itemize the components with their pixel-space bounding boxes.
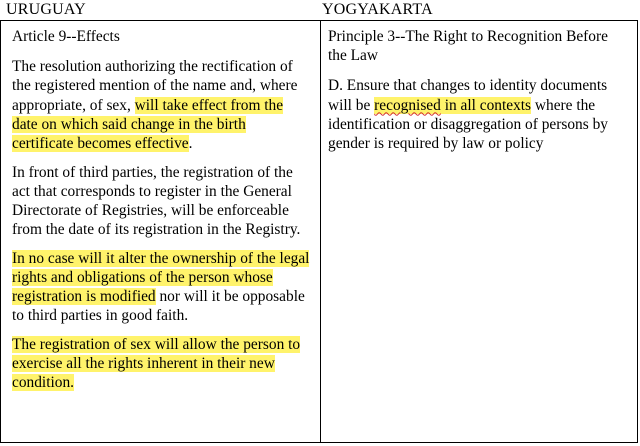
- uruguay-article-title: Article 9--Effects: [12, 28, 120, 45]
- uruguay-p4-highlight: The registration of sex will allow the person to exercise all the rights inherent in their new condition.: [12, 336, 301, 392]
- yogyakarta-paragraph-d: [328, 76, 628, 153]
- yogyakarta-pd-text: D. Ensure that changes to identity documents will be: [328, 77, 608, 114]
- uruguay-paragraph-3: [12, 249, 310, 326]
- uruguay-paragraph-2: In front of third parties, the registration of the act that corresponds to register in the General Directorate of Registries, will be enforceable from the date of its registration in the Registry.: [12, 163, 301, 239]
- yogyakarta-pd-highlight-rest: in all contexts: [440, 96, 532, 114]
- column-divider: [320, 20, 321, 443]
- uruguay-paragraph-1: [12, 57, 310, 153]
- yogyakarta-principle-title: Principle 3--The Right to Recognition Before the Law: [328, 28, 608, 65]
- uruguay-p1-end: .: [188, 135, 193, 153]
- spellcheck-underline: recognised: [374, 96, 441, 114]
- uruguay-p3-text: nor will it be opposable to third parties in good faith.: [12, 288, 305, 325]
- column-header-yogyakarta: YOGYAKARTA: [322, 1, 433, 18]
- uruguay-cell: [12, 27, 310, 402]
- uruguay-p3-highlight: In no case will it alter the ownership of the legal rights and obligations of the person whose registration is modified: [12, 249, 310, 306]
- yogyakarta-pd-end: where the identification or disaggregation of persons by gender is required by law or policy: [328, 96, 608, 153]
- uruguay-p1-text: The resolution authorizing the rectification of the registered mention of the name and, where appropriate, of sex,: [12, 58, 298, 114]
- yogyakarta-cell: [328, 27, 628, 163]
- uruguay-p1-highlight: will take effect from the date on which said change in the birth certificate becomes effective: [12, 96, 284, 153]
- column-header-uruguay: URUGUAY: [6, 1, 86, 18]
- uruguay-paragraph-4: [12, 335, 310, 393]
- yogyakarta-pd-highlight: [374, 97, 531, 114]
